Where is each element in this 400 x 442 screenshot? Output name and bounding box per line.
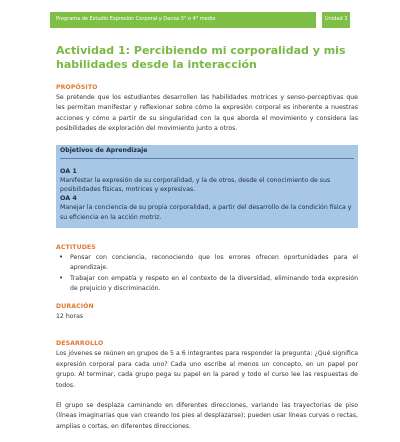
proposito-text: Se pretende que los estudiantes desarrollen las habilidades motrices y senso-perceptivas que les permitan manifestar y reflexionar sobre cómo la expresión corporal es inherente a nuestras acciones y cómo a partir de su singularidad con la que aborda el movimiento y considera las posibilidades de exploración del movimiento junto a otros.	[56, 94, 358, 133]
list-item-text: Pensar con conciencia, reconociendo que los errores ofrecen oportunidades para el aprendizaje.	[70, 254, 358, 272]
actitudes-list	[56, 253, 358, 293]
objetivos-title: Objetivos de Aprendizaje	[60, 147, 354, 159]
unit-label: Unidad 3	[325, 16, 348, 22]
duracion-text: 12 horas	[56, 313, 84, 321]
page-content	[56, 44, 358, 442]
desarrollo-paragraph: El grupo se desplaza caminando en diferentes direcciones, variando las trayectorias de piso (líneas imaginarias que van creando los pies al desplazarse); pueden usar líneas curvas o rectas, amplias o cortas, en diferentes direcciones.	[56, 402, 358, 430]
oa-text: Manejar la conciencia de su propia corporalidad, a partir del desarrollo de la condición física y su eficiencia en la acción motriz.	[60, 204, 352, 221]
duracion-heading: DURACIÓN	[56, 303, 94, 311]
oa-label: OA 1	[60, 166, 77, 175]
activity-title: Actividad 1: Percibiendo mi corporalidad y mis habilidades desde la interacción	[56, 44, 346, 71]
list-item	[56, 274, 358, 294]
proposito-heading: PROPÓSITO	[56, 84, 98, 91]
program-title: Programa de Estudio Expresión Corporal y Danza 3° o 4° medio	[56, 16, 216, 22]
desarrollo-heading: DESARROLLO	[56, 340, 104, 348]
list-item	[56, 253, 358, 273]
oa-text: Manifestar la expresión de su corporalidad, y la de otros, desde el conocimiento de sus posibilidades físicas, motrices y expresivas.	[60, 176, 331, 194]
objetivos-box	[56, 145, 358, 229]
bullet-icon: •	[59, 273, 64, 282]
desarrollo-paragraph: Los jóvenes se reúnen en grupos de 5 a 6 integrantes para responder la pregunta: ¿Qué significa expresión corporal para cada uno? Cada uno escribe al menos un concepto, en un papel por grupo. Al terminar, cada grupo pega su papel en la pared y todo el curso lee las respuestas de todos.	[56, 350, 358, 389]
oa-label: OA 4	[60, 194, 77, 203]
actitudes-heading: ACTITUDES	[56, 244, 96, 252]
bullet-icon: •	[59, 253, 64, 262]
list-item-text: Trabajar con empatía y respeto en el contexto de la diversidad, eliminando toda expresión de prejuicio y discriminación.	[70, 274, 358, 292]
page-header	[0, 12, 400, 28]
